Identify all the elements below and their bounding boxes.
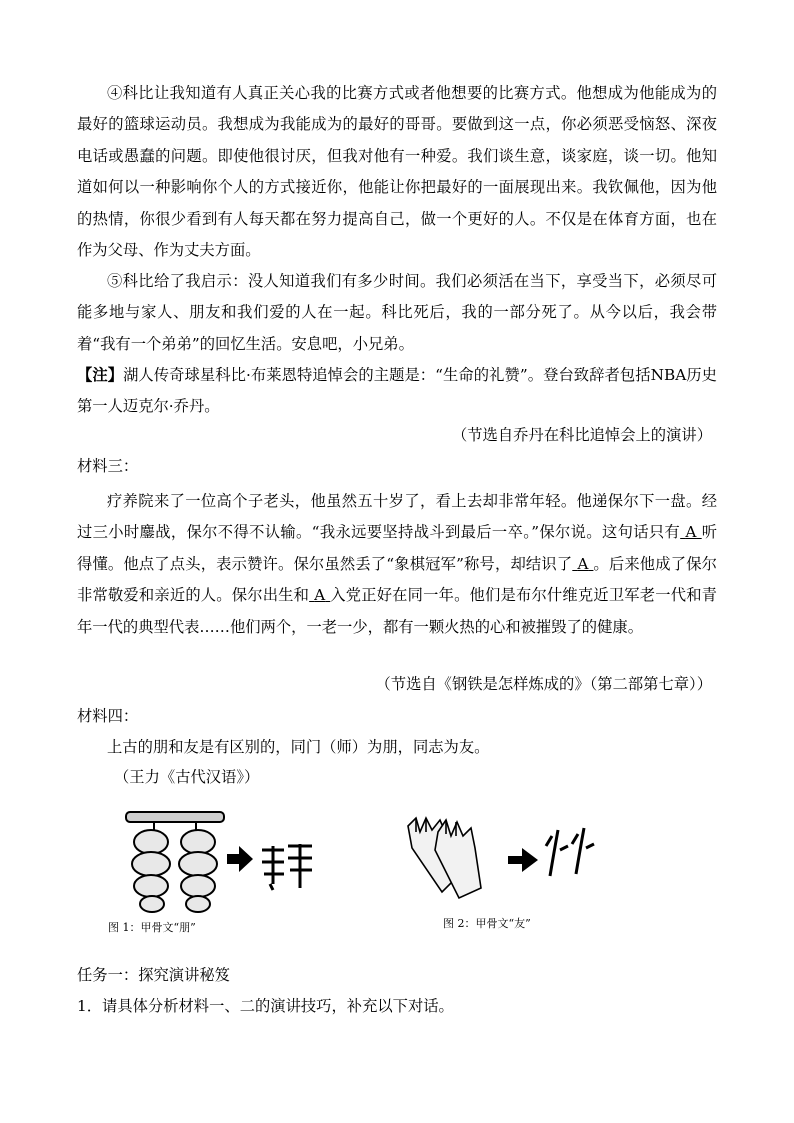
oracle-you-glyph-icon [546, 828, 594, 876]
figure-2-you [402, 806, 602, 916]
oracle-peng-glyph-icon [262, 844, 312, 890]
note-text: 湖人传奇球星科比·布莱恩特追悼会的主题是：“生命的礼赞”。登台致辞者包括NBA历史第一人迈克尔·乔丹。 [77, 366, 717, 416]
blank-a-3: A [314, 586, 326, 605]
material-3-text-a: 疗养院来了一位高个子老头，他虽然五十岁了，看上去却非常年轻。他递保尔下一盘。经过三小时鏖战，保尔不得不认输。“我永远要坚持战斗到最后一卒。”保尔说。这句话只有 [77, 492, 717, 542]
question-1: 1．请具体分析材料一、二的演讲技巧，补充以下对话。 [77, 997, 454, 1015]
material-3-text-b: 听得懂。他点了点头，表示赞许。保尔虽然丢了“象棋冠军”称号，却结识了 [77, 523, 717, 573]
task-1-title: 任务一：探究演讲秘笈 [77, 966, 230, 984]
arrow-right-icon [508, 848, 538, 872]
source-material-2: （节选自乔丹在科比追悼会上的演讲） [451, 426, 712, 444]
note-tag: 【注】 [77, 366, 124, 384]
material-4-source: （王力《古代汉语》） [114, 768, 260, 786]
blank-a-1: A [685, 523, 697, 542]
material-3-text [77, 486, 717, 643]
two-hands-drawing-icon [408, 818, 481, 898]
note [77, 360, 717, 423]
material-4-text: 上古的朋和友是有区别的，同门（师）为朋，同志为友。 [107, 738, 490, 756]
paragraph-4: ④科比让我知道有人真正关心我的比赛方式或者他想要的比赛方式。他想成为他能成为的最好的篮球运动员。我想成为我能成为的最好的哥哥。要做到这一点，你必须恶受恼怒、深夜电话或愚蠢的问题。即使他很讨厌，但我对他有一种爱。我们谈生意，谈家庭，谈一切。他知道如何以一种影响你个人的方式接近你，他能让你把最好的一面展现出来。我钦佩他，因为他的热情，你很少看到有人每天都在努力提高自己，做一个更好的人。不仅是在体育方面，也在作为父母、作为丈夫方面。 [77, 84, 717, 260]
paragraph-5: ⑤科比给了我启示：没人知道我们有多少时间。我们必须活在当下，享受当下，必须尽可能多地与家人、朋友和我们爱的人在一起。科比死后，我的一部分死了。从今以后，我会带着“我有一个弟弟”的回忆生活。安息吧，小兄弟。 [77, 272, 717, 353]
source-material-3: （节选自《钢铁是怎样炼成的》（第二部第七章）） [375, 675, 712, 693]
figure-2-caption: 图 2：甲骨文“友” [443, 917, 531, 930]
material-3-text-c: 。后来他成了保尔非常敬爱和亲近的人。保尔出生和 [77, 554, 717, 605]
blank-a-2: A [577, 554, 589, 573]
material-3-title: 材料三： [77, 457, 139, 475]
figure-1-peng [104, 806, 324, 936]
material-4-title: 材料四： [77, 707, 139, 725]
figure-1-caption: 图 1：甲骨文“朋” [108, 921, 196, 934]
material-3-text-d: 入党正好在同一年。他们是布尔什维克近卫军老一代和青年一代的典型代表……他们两个，一老一少，都有一颗火热的心和被摧毁了的健康。 [77, 586, 717, 636]
peng-shells-drawing-icon [126, 812, 224, 912]
arrow-right-icon [227, 846, 253, 872]
